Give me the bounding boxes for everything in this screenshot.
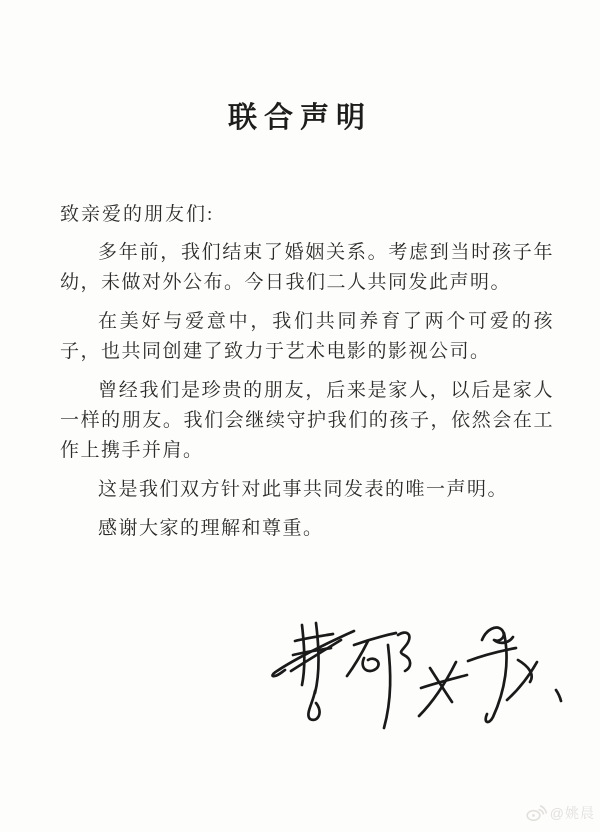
weibo-watermark (525, 803, 595, 823)
watermark-handle: @姚晨 (549, 805, 595, 821)
salutation: 致亲爱的朋友们: (60, 204, 215, 225)
signature-strokes-icon (255, 583, 585, 748)
handwritten-signature (255, 583, 585, 748)
paragraph: 这是我们双方针对此事共同发表的唯一声明。 (98, 479, 509, 500)
paragraph: 多年前，我们结束了婚姻关系。考虑到当时孩子年幼，未做对外公布。今日我们二人共同发此声明。 (60, 242, 554, 293)
paragraph: 在美好与爱意中，我们共同养育了两个可爱的孩子，也共同创建了致力于艺术电影的影视公司。 (60, 311, 554, 362)
weibo-logo-icon (525, 804, 547, 822)
paragraph: 曾经我们是珍贵的朋友，后来是家人，以后是家人一样的朋友。我们会继续守护我们的孩子，依然会在工作上携手并肩。 (60, 380, 554, 461)
document-body (60, 202, 554, 544)
page-title: 联合声明 (227, 102, 372, 134)
paragraph: 感谢大家的理解和尊重。 (98, 518, 324, 539)
